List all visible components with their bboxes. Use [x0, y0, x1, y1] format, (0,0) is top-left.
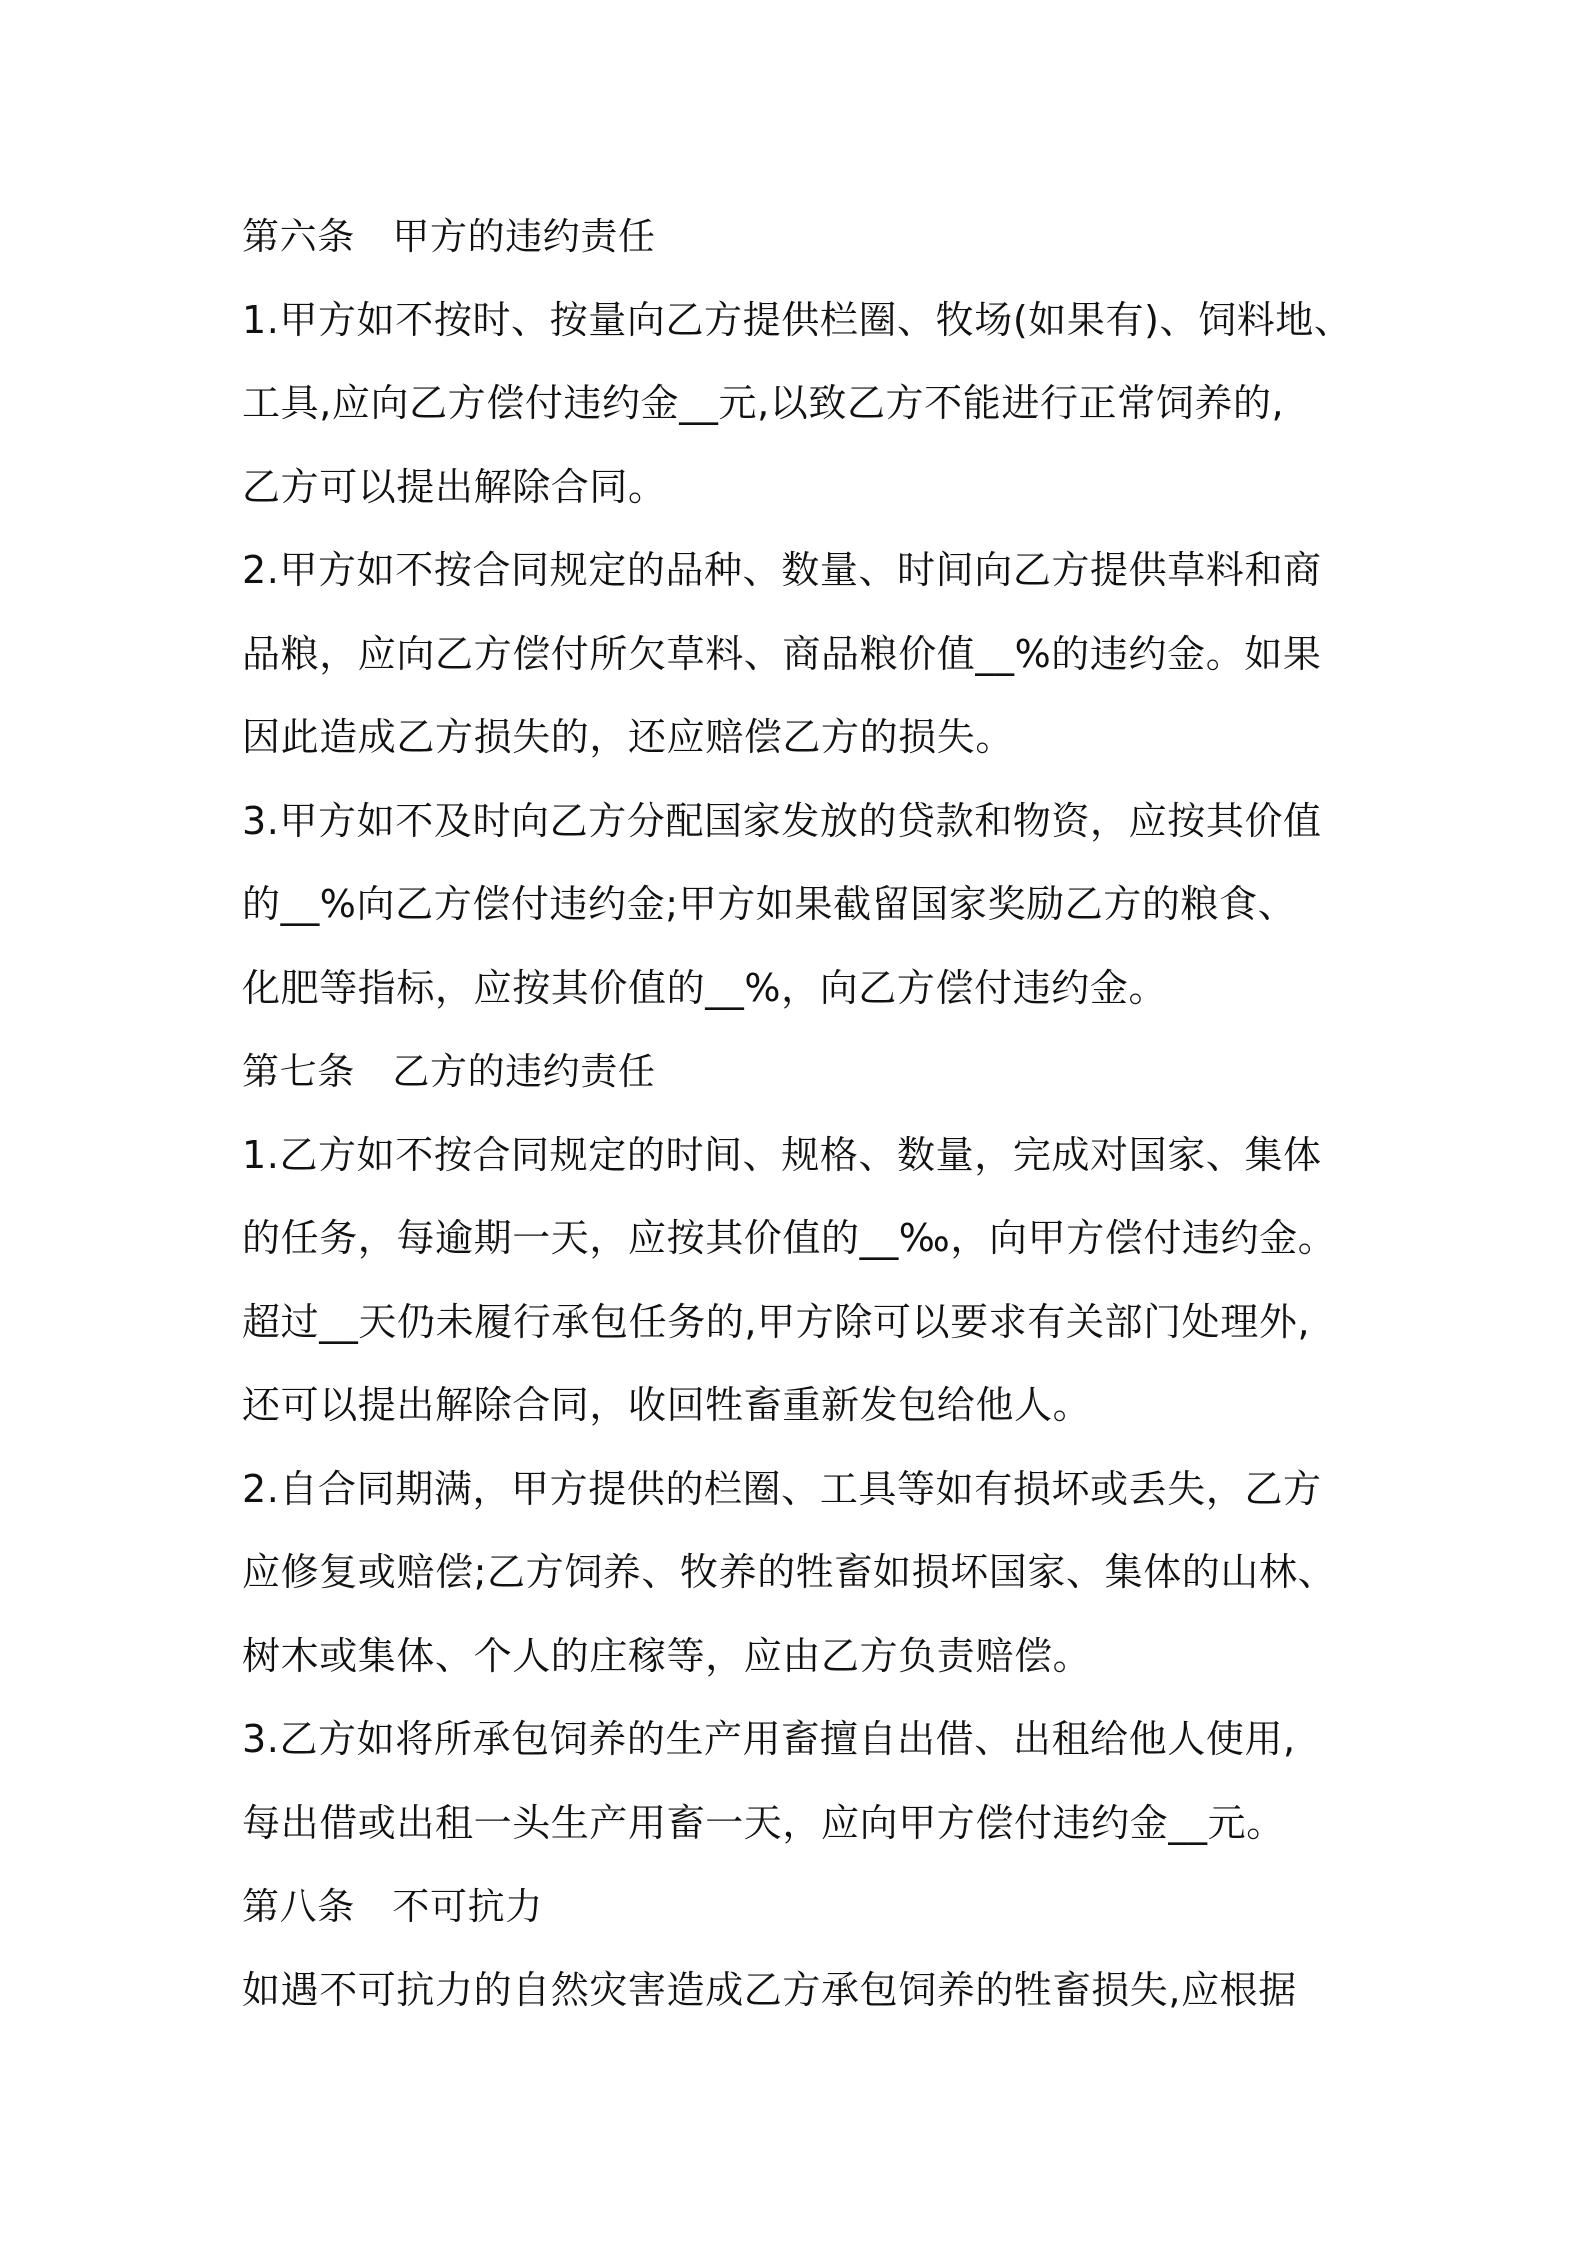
- article-7-clause-1-line-3: 超过__天仍未履行承包任务的,甲方除可以要求有关部门处理外,: [242, 1299, 1311, 1344]
- article-6-clause-1-line-1: 1.甲方如不按时、按量向乙方提供栏圈、牧场(如果有)、饲料地、: [242, 297, 1353, 342]
- article-7-clause-2-line-2: 应修复或赔偿;乙方饲养、牧养的牲畜如损坏国家、集体的山林、: [242, 1550, 1337, 1594]
- article-6-clause-3-line-3: 化肥等指标，应按其价值的__%，向乙方偿付违约金。: [242, 965, 1168, 1010]
- article-6-clause-2-line-1: 2.甲方如不按合同规定的品种、数量、时间向乙方提供草料和商: [242, 548, 1322, 592]
- article-6-clause-2-line-2: 品粮，应向乙方偿付所欠草料、商品粮价值__%的违约金。如果: [242, 631, 1322, 676]
- article-8-heading: 第八条 不可抗力: [242, 1885, 543, 1928]
- article-7-clause-2-line-1: 2.自合同期满，甲方提供的栏圈、工具等如有损坏或丢失，乙方: [242, 1466, 1322, 1511]
- article-6-clause-1-line-2: 工具,应向乙方偿付违约金__元,以致乙方不能进行正常饲养的,: [242, 381, 1285, 425]
- article-7-clause-1-line-1: 1.乙方如不按合同规定的时间、规格、数量，完成对国家、集体: [242, 1132, 1322, 1177]
- article-7-clause-1-line-4: 还可以提出解除合同，收回牲畜重新发包给他人。: [242, 1383, 1092, 1427]
- article-6-clause-2-line-3: 因此造成乙方损失的，还应赔偿乙方的损失。: [242, 715, 1015, 759]
- article-7-clause-3-line-2: 每出借或出租一头生产用畜一天，应向甲方偿付违约金__元。: [242, 1800, 1285, 1845]
- article-6-clause-3-line-2: 的__%向乙方偿付违约金;甲方如果截留国家奖励乙方的粮食、: [242, 882, 1297, 926]
- document-page: [242, 195, 1372, 2032]
- article-6-clause-1-line-3: 乙方可以提出解除合同。: [242, 464, 667, 509]
- article-7-clause-2-line-3: 树木或集体、个人的庄稼等，应由乙方负责赔偿。: [242, 1633, 1092, 1678]
- article-7-clause-3-line-1: 3.乙方如将所承包饲养的生产用畜擅自出借、出租给他人使用,: [242, 1717, 1296, 1761]
- article-6-clause-3-line-1: 3.甲方如不及时向乙方分配国家发放的贷款和物资，应按其价值: [242, 798, 1322, 843]
- article-8-text-line-1: 如遇不可抗力的自然灾害造成乙方承包饲养的牲畜损失,应根据: [242, 1967, 1297, 2012]
- article-7-clause-1-line-2: 的任务，每逾期一天，应按其价值的__‰，向甲方偿付违约金。: [242, 1216, 1337, 1260]
- article-7-heading: 第七条 乙方的违约责任: [242, 1050, 656, 1093]
- article-6-heading: 第六条 甲方的违约责任: [242, 215, 656, 258]
